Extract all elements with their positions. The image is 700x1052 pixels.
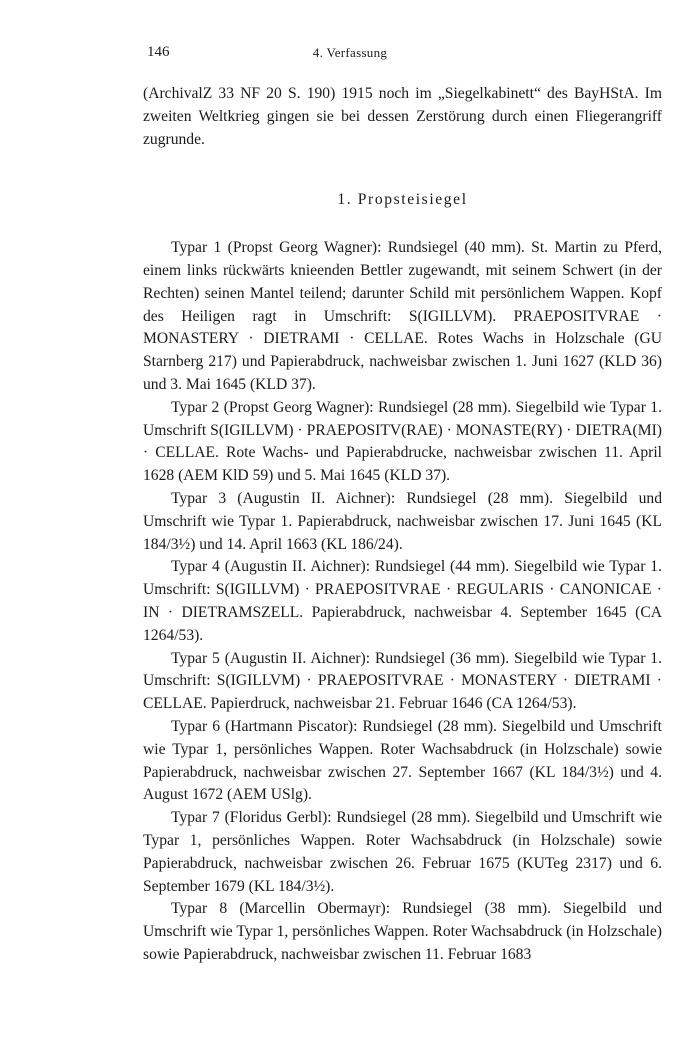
running-head: 4. Verfassung [312, 45, 388, 60]
typar-entry-4: Typar 4 (Augustin II. Aichner): Rundsiegel (44 mm). Siegelbild wie Typar 1. Umschrift: S(IGILLVM) · PRAEPOSITVRAE · REGULARIS · CANONICAE · IN · DIETRAMSZELL. Papierabdruck, nachweisbar 4. September 1645 (CA 1264/53). [143, 558, 662, 644]
page-number: 146 [147, 44, 170, 60]
page-body [143, 83, 662, 967]
typar-entry-8: Typar 8 (Marcellin Obermayr): Rundsiegel (38 mm). Siegelbild und Umschrift wie Typar 1, persönliches Wappen. Roter Wachsabdruck (in Holzschale) sowie Papierabdruck, nachweisbar zwischen 11. Februar 1683 [143, 900, 662, 963]
typar-entry-6: Typar 6 (Hartmann Piscator): Rundsiegel (28 mm). Siegelbild und Umschrift wie Typar 1, persönliches Wappen. Roter Wachsabdruck (in Holzschale) sowie Papierabdruck, nachweisbar zwischen 27. September 1667 (KL 184/3½) und 4. August 1672 (AEM USlg). [143, 717, 662, 804]
typar-entry-5: Typar 5 (Augustin II. Aichner): Rundsiegel (36 mm). Siegelbild wie Typar 1. Umschrift: S(IGILLVM) · PRAEPOSITVRAE · MONASTERY · DIETRAMI · CELLAE. Papierdruck, nachweisbar 21. Februar 1646 (CA 1264/53). [143, 649, 662, 713]
typar-entry-2: Typar 2 (Propst Georg Wagner): Rundsiegel (28 mm). Siegelbild wie Typar 1. Umschrift S(IGILLVM) · PRAEPOSITV(RAE) · MONASTE(RY) · DIETRA(MI) · CELLAE. Rote Wachs- und Papierabdrucke, nachweisbar zwischen 11. April 1628 (AEM KlD 59) und 5. Mai 1645 (KLD 37). [143, 398, 662, 485]
typar-entry-1: Typar 1 (Propst Georg Wagner): Rundsiegel (40 mm). St. Martin zu Pferd, einem links rückwärts knieenden Bettler zugewandt, mit seinem Schwert (in der Rechten) seinen Mantel teilend; darunter Schild mit persönlichem Wappen. Kopf des Heiligen ragt in Umschrift: S(IGILLVM). PRAEPOSITVRAE · MONASTERY · DIETRAMI · CELLAE. Rotes Wachs in Holzschale (GU Starnberg 217) und Papierabdruck, nachweisbar zwischen 1. Juni 1627 (KLD 36) und 3. Mai 1645 (KLD 37). [143, 239, 662, 393]
intro-paragraph: (ArchivalZ 33 NF 20 S. 190) 1915 noch im „Siegelkabinett“ des BayHStA. Im zweiten Weltkrieg gingen sie bei dessen Zerstörung durch einen Fliegerangriff zugrunde. [143, 85, 662, 148]
section-heading: 1. Propsteisiegel [337, 191, 468, 209]
typar-entry-3: Typar 3 (Augustin II. Aichner): Rundsiegel (28 mm). Siegelbild und Umschrift wie Typar 1. Papierabdruck, nachweisbar zwischen 17. Juni 1645 (KL 184/3½) und 14. April 1663 (KL 186/24). [143, 489, 662, 553]
typar-entry-7: Typar 7 (Floridus Gerbl): Rundsiegel (28 mm). Siegelbild und Umschrift wie Typar 1, persönliches Wappen. Roter Wachsabdruck (in Holzschale) sowie Papierabdruck, nachweisbar zwischen 26. Februar 1675 (KUTeg 2317) und 6. September 1679 (KL 184/3½). [143, 809, 662, 895]
